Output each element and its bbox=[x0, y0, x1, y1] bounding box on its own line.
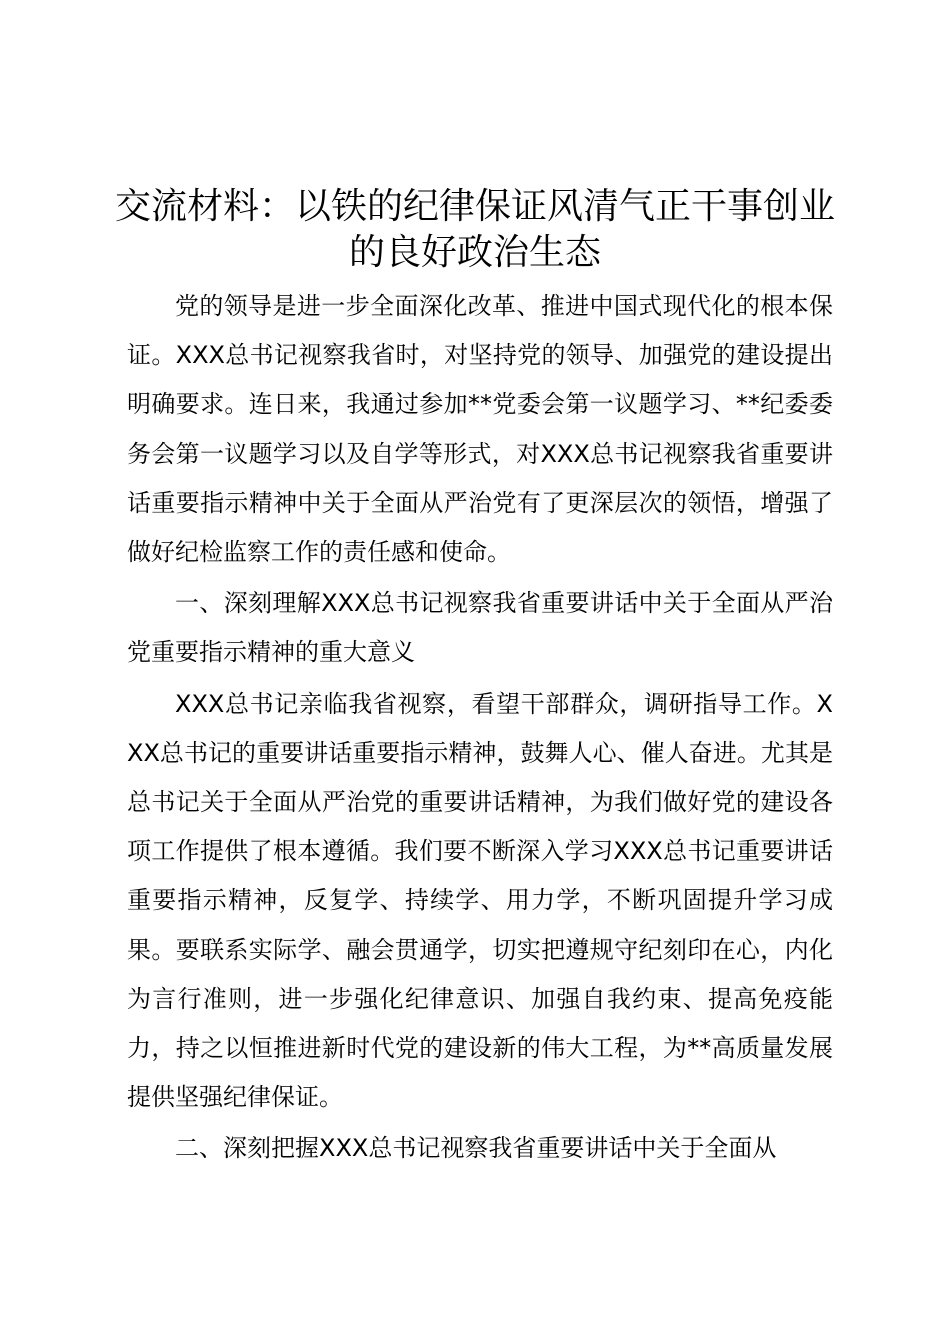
section-heading-2: 二、深刻把握XXX总书记视察我省重要讲话中关于全面从 bbox=[175, 1134, 777, 1163]
paragraph-section-1: XXX总书记亲临我省视察，看望干部群众，调研指导工作。XXX总书记的重要讲话重要指示精神，鼓舞人心、催人奋进。尤其是总书记关于全面从严治党的重要讲话精神，为我们做好党的建设各项工作提供了根本遵循。我们要不断深入学习XXX总书记重要讲话重要指示精神，反复学、持续学、用力学，不断巩固提升学习成果。要联系实际学、融会贯通学，切实把遵规守纪刻印在心，内化为言行准则，进一步强化纪律意识、加强自我约束、提高免疫能力，持之以恒推进新时代党的建设新的伟大工程，为**高质量发展提供坚强纪律保证。 bbox=[127, 689, 833, 1112]
document-title: 交流材料：以铁的纪律保证风清气正干事创业的良好政治生态 bbox=[114, 186, 835, 273]
section-heading-1: 一、深刻理解XXX总书记视察我省重要讲话中关于全面从严治党重要指示精神的重大意义 bbox=[127, 589, 833, 667]
document-body bbox=[127, 282, 833, 1174]
paragraph-intro: 党的领导是进一步全面深化改革、推进中国式现代化的根本保证。XXX总书记视察我省时，对坚持党的领导、加强党的建设提出明确要求。连日来，我通过参加**党委会第一议题学习、**纪委委务会第一议题学习以及自学等形式，对XXX总书记视察我省重要讲话重要指示精神中关于全面从严治党有了更深层次的领悟，增强了做好纪检监察工作的责任感和使命。 bbox=[127, 292, 833, 567]
